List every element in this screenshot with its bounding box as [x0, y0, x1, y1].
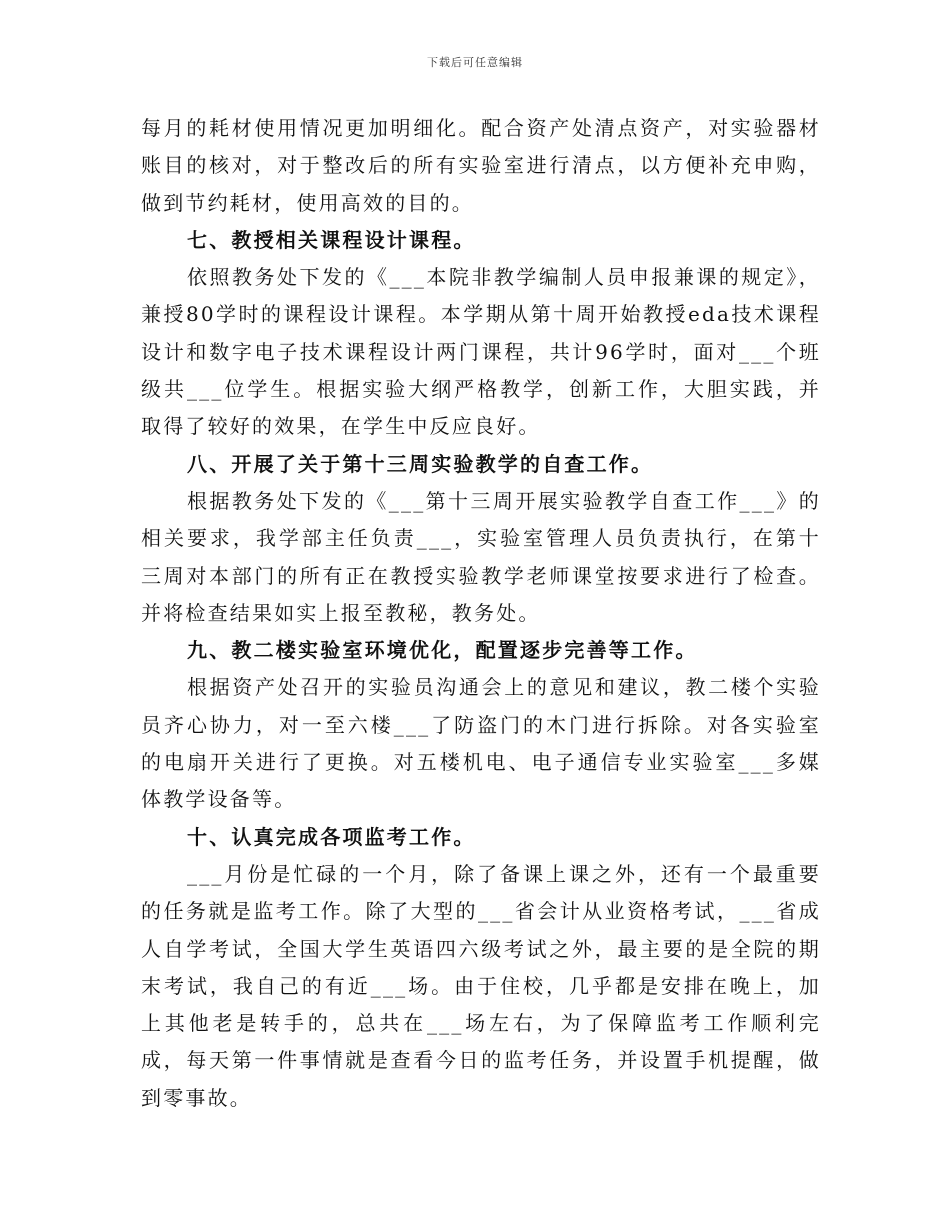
page-header: 下载后可任意编辑: [427, 56, 523, 69]
paragraph-course-design: 依照教务处下发的《___本院非教学编制人员申报兼课的规定》，兼授80学时的课程设计课程。本学期从第十周开始教授eda技术课程设计和数字电子技术课程设计两门课程，共计96学时，面对___个班级共___位学生。根据实验大纲严格教学，创新工作，大胆实践，并取得了较好的效果，在学生中反应良好。: [141, 265, 821, 439]
paragraph-self-inspection: 根据教务处下发的《___第十三周开展实验教学自查工作___》的相关要求，我学部主任负责___，实验室管理人员负责执行，在第十三周对本部门的所有正在教授实验教学老师课堂按要求进行了检查。并将检查结果如实上报至教秘，教务处。: [141, 488, 821, 625]
paragraph-invigilation: ___月份是忙碌的一个月，除了备课上课之外，还有一个最重要的任务就是监考工作。除了大型的___省会计从业资格考试，___省成人自学考试，全国大学生英语四六级考试之外，最主要的是全院的期末考试，我自己的有近___场。由于住校，几乎都是安排在晚上，加上其他老是转手的，总共在___场左右，为了保障监考工作顺利完成，每天第一件事情就是查看今日的监考任务，并设置手机提醒，做到零事故。: [141, 861, 821, 1110]
section-heading-9: 九、教二楼实验室环境优化，配置逐步完善等工作。: [187, 638, 698, 663]
section-heading-8: 八、开展了关于第十三周实验教学的自查工作。: [187, 451, 654, 476]
section-heading-10: 十、认真完成各项监考工作。: [187, 824, 476, 849]
section-heading-7: 七、教授相关课程设计课程。: [187, 227, 476, 252]
document-body: [141, 110, 821, 1117]
paragraph-consumables: 每月的耗材使用情况更加明细化。配合资产处清点资产，对实验器材账目的核对，对于整改后的所有实验室进行清点，以方便补充申购，做到节约耗材，使用高效的目的。: [141, 116, 821, 215]
paragraph-lab-environment: 根据资产处召开的实验员沟通会上的意见和建议，教二楼个实验员齐心协力，对一至六楼___了防盗门的木门进行拆除。对各实验室的电扇开关进行了更换。对五楼机电、电子通信专业实验室___多媒体教学设备等。: [141, 675, 821, 812]
